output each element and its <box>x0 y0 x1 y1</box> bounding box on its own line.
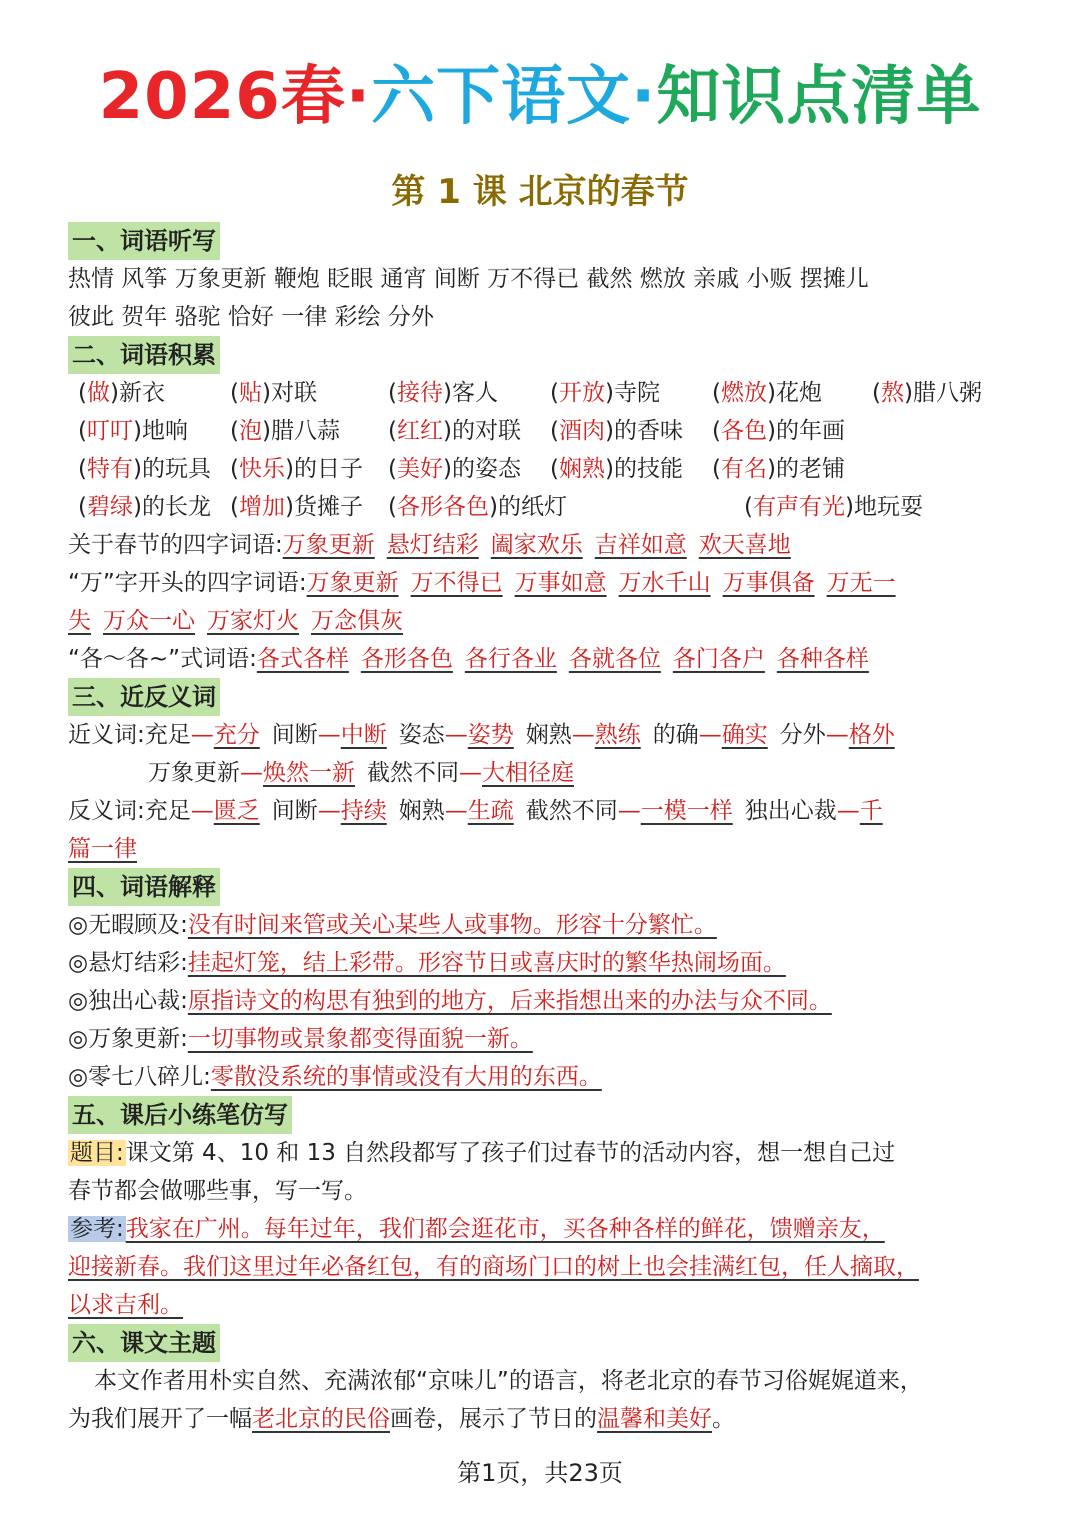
antonym-pair-answer: 匮乏 <box>213 798 260 824</box>
phrase-answer: 有声有光 <box>752 494 845 520</box>
wan-label: “万”字开头的四字词语: <box>68 570 307 596</box>
antonym-pair-dash: — <box>317 798 341 824</box>
synonym-pair <box>145 716 260 754</box>
phrase-paren-close: ) <box>766 456 776 482</box>
four-char-word: 阖家欢乐 <box>490 532 583 558</box>
synonym-pair <box>148 754 355 792</box>
phrase-paren-open: ( <box>712 380 721 406</box>
phrase-paren-open: ( <box>712 456 721 482</box>
lesson-title: 第 1 课 北京的春节 <box>391 172 689 212</box>
theme-text-1: 本文作者用朴实自然、充满浓郁“京味儿”的语言，将老北京的春节习俗娓娓道来， <box>94 1368 923 1394</box>
phrase-paren-open: ( <box>388 494 397 520</box>
phrase-paren-open: ( <box>388 456 397 482</box>
antonym-pair <box>399 792 514 830</box>
synonym-pair <box>367 754 574 792</box>
ge-word: 各种各样 <box>776 646 869 672</box>
phrase-text: 的纸灯 <box>497 494 567 520</box>
page-title <box>0 52 1080 142</box>
phrase-grid <box>68 374 1018 526</box>
phrase-paren-open: ( <box>388 380 397 406</box>
synonym-pair-word: 姿态 <box>398 722 445 748</box>
phrase-paren-close: ) <box>766 418 776 444</box>
four-char-label: 关于春节的四字词语: <box>68 532 283 558</box>
phrase-answer: 熬 <box>880 380 904 406</box>
phrase-answer: 做 <box>86 380 110 406</box>
phrase-text: 的玩具 <box>141 456 211 482</box>
phrase-cell <box>388 450 521 488</box>
synonym-pair-answer: 确实 <box>721 722 768 748</box>
definition-text: 没有时间来管或关心某些人或事物。形容十分繁忙。 <box>187 912 717 938</box>
phrase-answer: 娴熟 <box>558 456 605 482</box>
theme-highlight-1: 老北京的民俗 <box>252 1406 390 1432</box>
phrase-paren-open: ( <box>550 456 559 482</box>
synonym-pair-dash: — <box>317 722 341 748</box>
synonym-pair-dash: — <box>698 722 722 748</box>
phrase-cell <box>550 450 683 488</box>
antonym-row-1 <box>68 792 1018 830</box>
phrase-answer: 燃放 <box>720 380 767 406</box>
definition-term: ◎万象更新: <box>68 1026 188 1052</box>
phrase-row <box>68 374 1018 412</box>
phrase-paren-close: ) <box>604 418 614 444</box>
synonym-pair-answer: 熟练 <box>594 722 641 748</box>
four-char-row <box>68 526 1018 564</box>
phrase-paren-open: ( <box>78 380 87 406</box>
page-footer: 第1页，共23页 <box>457 1459 623 1487</box>
antonym-dash: — <box>836 798 860 824</box>
synonym-pair-word: 分外 <box>779 722 826 748</box>
phrase-paren-close: ) <box>442 456 452 482</box>
section-heading-accumulation: 二、词语积累 <box>68 336 220 374</box>
title-part-list: 知识点清单 <box>656 60 982 134</box>
four-char-word: 欢天喜地 <box>698 532 791 558</box>
wan-word: 万家灯火 <box>207 608 299 634</box>
phrase-cell <box>78 488 211 526</box>
phrase-paren-open: ( <box>78 456 87 482</box>
antonym-pair-word: 间断 <box>271 798 318 824</box>
phrase-paren-close: ) <box>261 418 271 444</box>
synonym-pair <box>272 716 387 754</box>
phrase-paren-close: ) <box>284 456 294 482</box>
phrase-text: 客人 <box>451 380 498 406</box>
phrase-cell <box>78 412 188 450</box>
phrase-text: 的姿态 <box>451 456 521 482</box>
phrase-cell <box>550 412 683 450</box>
phrase-text: 的日子 <box>293 456 363 482</box>
phrase-cell <box>744 488 923 526</box>
definition-item <box>68 944 1018 982</box>
section-heading-theme: 六、课文主题 <box>68 1324 220 1362</box>
ge-word: 各门各户 <box>672 646 765 672</box>
definition-term: ◎零七八碎儿: <box>68 1064 211 1090</box>
synonym-pair-dash: — <box>444 722 468 748</box>
phrase-cell <box>388 412 521 450</box>
theme-line-2 <box>68 1400 1018 1438</box>
antonym-row-2 <box>68 830 1018 868</box>
phrase-cell <box>712 412 845 450</box>
phrase-paren-open: ( <box>550 418 559 444</box>
synonym-pair-word: 娴熟 <box>525 722 572 748</box>
theme-text-2c: 画卷，展示了节日的 <box>390 1406 597 1432</box>
question-text-1: 课文第 4、10 和 13 自然段都写了孩子们过春节的活动内容，想一想自己过 <box>125 1140 896 1166</box>
synonym-pair-answer: 姿势 <box>467 722 514 748</box>
ge-label: “各～各~”式词语: <box>68 646 257 672</box>
antonym-pair-answer: 一模一样 <box>640 798 733 824</box>
phrase-answer: 特有 <box>86 456 133 482</box>
phrase-answer: 美好 <box>396 456 443 482</box>
synonym-label: 近义词: <box>68 722 145 748</box>
synonym-row-1 <box>68 716 1018 754</box>
definition-item <box>68 1020 1018 1058</box>
antonym-pair-answer: 持续 <box>340 798 387 824</box>
phrase-paren-open: ( <box>230 456 239 482</box>
phrase-text: 的香味 <box>613 418 683 444</box>
phrase-cell <box>230 412 340 450</box>
phrase-text: 对联 <box>270 380 317 406</box>
phrase-paren-close: ) <box>132 494 142 520</box>
phrase-answer: 酒肉 <box>558 418 605 444</box>
synonym-pairs-1 <box>145 722 907 748</box>
question-tag: 题目: <box>70 1140 124 1166</box>
phrase-paren-open: ( <box>712 418 721 444</box>
antonym-pair-dash: — <box>190 798 214 824</box>
wan-word: 万念俱灰 <box>311 608 403 634</box>
synonym-pair <box>780 716 895 754</box>
four-char-word: 吉祥如意 <box>594 532 687 558</box>
phrase-answer: 增加 <box>238 494 285 520</box>
synonym-pair-word: 万象更新 <box>148 760 240 786</box>
theme-text-2a: 为我们展开了一幅 <box>68 1406 252 1432</box>
phrase-paren-open: ( <box>550 380 559 406</box>
antonym-split-word: 独出心裁 <box>744 798 837 824</box>
phrase-answer: 各形各色 <box>396 494 489 520</box>
phrase-text: 货摊子 <box>293 494 363 520</box>
phrase-text: 腊八蒜 <box>270 418 340 444</box>
phrase-answer: 各色 <box>720 418 767 444</box>
antonym-pair-word: 娴熟 <box>398 798 445 824</box>
synonym-pair-answer: 格外 <box>848 722 895 748</box>
phrase-text: 腊八粥 <box>912 380 982 406</box>
phrase-text: 寺院 <box>613 380 660 406</box>
phrase-cell <box>230 488 363 526</box>
phrase-paren-close: ) <box>903 380 913 406</box>
antonym-pair-word: 截然不同 <box>525 798 618 824</box>
phrase-paren-close: ) <box>442 418 452 444</box>
phrase-text: 新衣 <box>118 380 165 406</box>
four-char-word: 万象更新 <box>282 532 375 558</box>
question-row-1 <box>68 1134 1018 1172</box>
definition-text: 一切事物或景象都变得面貌一新。 <box>187 1026 533 1052</box>
title-part-year: 2026春· <box>98 60 372 134</box>
dictation-line-1: 热情 风筝 万象更新 鞭炮 眨眼 通宵 间断 万不得已 截然 燃放 亲戚 小贩 摆摊儿 <box>68 266 869 292</box>
reference-text-1: 我家在广州。每年过年，我们都会逛花市，买各种各样的鲜花，馈赠亲友， <box>125 1216 885 1242</box>
phrase-text: 花炮 <box>775 380 822 406</box>
phrase-paren-open: ( <box>230 418 239 444</box>
phrase-paren-close: ) <box>604 456 614 482</box>
antonym-split-answer-b: 篇一律 <box>68 836 137 862</box>
reference-row-2 <box>68 1248 1018 1286</box>
wan-split-part-a: 万无一 <box>826 570 896 596</box>
phrase-answer: 贴 <box>238 380 262 406</box>
phrase-cell <box>872 374 982 412</box>
antonym-pair-answer: 生疏 <box>467 798 514 824</box>
synonym-pair-dash: — <box>459 760 482 786</box>
wan-row-2 <box>68 602 1018 640</box>
ge-word: 各形各色 <box>360 646 453 672</box>
phrase-paren-close: ) <box>604 380 614 406</box>
question-text-2: 春节都会做哪些事，写一写。 <box>68 1178 367 1204</box>
synonym-pair-dash: — <box>190 722 214 748</box>
definition-text: 原指诗文的构思有独到的地方，后来指想出来的办法与众不同。 <box>187 988 832 1014</box>
theme-highlight-2: 温馨和美好 <box>597 1406 712 1432</box>
phrase-paren-close: ) <box>844 494 854 520</box>
synonym-pair-answer: 大相径庭 <box>482 760 574 786</box>
antonym-pair <box>272 792 387 830</box>
wan-row-1 <box>68 564 1018 602</box>
phrase-answer: 开放 <box>558 380 605 406</box>
antonym-label: 反义词: <box>68 798 145 824</box>
antonym-split-answer-a: 千 <box>859 798 883 824</box>
definition-term: ◎独出心裁: <box>68 988 188 1014</box>
phrase-row <box>68 488 1018 526</box>
synonym-pair-dash: — <box>571 722 595 748</box>
synonym-pair-answer: 中断 <box>340 722 387 748</box>
four-char-words <box>283 532 803 558</box>
definition-text: 零散没系统的事情或没有大用的东西。 <box>210 1064 602 1090</box>
synonym-pair-word: 截然不同 <box>367 760 459 786</box>
definition-term: ◎无暇顾及: <box>68 912 188 938</box>
wan-words-line1 <box>307 570 827 596</box>
phrase-paren-close: ) <box>488 494 498 520</box>
synonym-pair-answer: 焕然一新 <box>263 760 355 786</box>
phrase-paren-open: ( <box>388 418 397 444</box>
antonym-pairs-1 <box>145 798 745 824</box>
phrase-cell <box>712 374 822 412</box>
antonym-pair-word: 充足 <box>144 798 191 824</box>
phrase-paren-open: ( <box>78 418 87 444</box>
antonym-pair <box>145 792 260 830</box>
definition-list <box>68 906 1018 1096</box>
ge-row <box>68 640 1018 678</box>
phrase-text: 的技能 <box>613 456 683 482</box>
dictation-line-2: 彼此 贺年 骆驼 恰好 一律 彩绘 分外 <box>68 304 434 330</box>
phrase-cell <box>712 450 845 488</box>
four-char-word: 悬灯结彩 <box>386 532 479 558</box>
wan-words-line2 <box>103 608 415 634</box>
phrase-paren-close: ) <box>284 494 294 520</box>
wan-word: 万事俱备 <box>722 570 815 596</box>
definition-item <box>68 1058 1018 1096</box>
wan-word: 万众一心 <box>103 608 195 634</box>
section-heading-dictation: 一、词语听写 <box>68 222 220 260</box>
reference-row-3 <box>68 1286 1018 1324</box>
phrase-paren-close: ) <box>132 418 142 444</box>
antonym-pair-dash: — <box>444 798 468 824</box>
phrase-paren-close: ) <box>261 380 271 406</box>
synonym-pair <box>399 716 514 754</box>
antonym-pair-dash: — <box>617 798 641 824</box>
phrase-answer: 接待 <box>396 380 443 406</box>
phrase-paren-open: ( <box>230 494 239 520</box>
definition-text: 挂起灯笼，结上彩带。形容节日或喜庆时的繁华热闹场面。 <box>187 950 786 976</box>
ge-word: 各就各位 <box>568 646 661 672</box>
phrase-row <box>68 412 1018 450</box>
phrase-cell <box>230 374 317 412</box>
ge-word: 各式各样 <box>256 646 349 672</box>
phrase-text: 的年画 <box>775 418 845 444</box>
synonym-row-2 <box>68 754 1018 792</box>
phrase-text: 的老铺 <box>775 456 845 482</box>
section-heading-definitions: 四、词语解释 <box>68 868 220 906</box>
phrase-cell <box>550 374 660 412</box>
synonym-pair <box>526 716 641 754</box>
synonym-pair-dash: — <box>825 722 849 748</box>
ge-words <box>257 646 881 672</box>
wan-word: 万象更新 <box>306 570 399 596</box>
phrase-paren-open: ( <box>78 494 87 520</box>
definition-term: ◎悬灯结彩: <box>68 950 188 976</box>
phrase-answer: 快乐 <box>238 456 285 482</box>
phrase-text: 地玩耍 <box>853 494 923 520</box>
theme-line-1 <box>68 1362 1018 1400</box>
synonym-pairs-2 <box>148 760 586 786</box>
content <box>68 222 1018 1438</box>
synonym-pair-word: 的确 <box>652 722 699 748</box>
phrase-paren-open: ( <box>744 494 753 520</box>
phrase-cell <box>78 374 165 412</box>
theme-text-2e: 。 <box>712 1406 735 1432</box>
phrase-paren-close: ) <box>132 456 142 482</box>
phrase-cell <box>230 450 363 488</box>
synonym-pair-word: 间断 <box>271 722 318 748</box>
synonym-pair-word: 充足 <box>144 722 191 748</box>
phrase-cell <box>388 488 567 526</box>
reference-text-2: 迎接新春。我们这里过年必备红包，有的商场门口的树上也会挂满红包，任人摘取， <box>68 1254 919 1280</box>
reference-row-1 <box>68 1210 1018 1248</box>
wan-word: 万水千山 <box>618 570 711 596</box>
ge-word: 各行各业 <box>464 646 557 672</box>
phrase-paren-close: ) <box>766 380 776 406</box>
phrase-paren-close: ) <box>109 380 119 406</box>
definition-item <box>68 982 1018 1020</box>
phrase-cell <box>388 374 498 412</box>
section-heading-synonyms: 三、近反义词 <box>68 678 220 716</box>
phrase-answer: 有名 <box>720 456 767 482</box>
antonym-pair <box>526 792 733 830</box>
phrase-paren-close: ) <box>442 380 452 406</box>
phrase-text: 的对联 <box>451 418 521 444</box>
phrase-answer: 泡 <box>238 418 262 444</box>
phrase-answer: 叮叮 <box>86 418 133 444</box>
reference-text-3: 以求吉利。 <box>68 1292 183 1318</box>
phrase-text: 地响 <box>141 418 188 444</box>
phrase-cell <box>78 450 211 488</box>
synonym-pair-dash: — <box>240 760 263 786</box>
wan-split-part-b: 失 <box>68 608 91 634</box>
phrase-paren-open: ( <box>230 380 239 406</box>
wan-word: 万不得已 <box>410 570 503 596</box>
section-heading-writing: 五、课后小练笔仿写 <box>68 1096 292 1134</box>
synonym-pair <box>653 716 768 754</box>
phrase-answer: 碧绿 <box>86 494 133 520</box>
phrase-paren-open: ( <box>872 380 881 406</box>
title-part-grade: 六下语文· <box>371 60 657 134</box>
definition-item <box>68 906 1018 944</box>
phrase-text: 的长龙 <box>141 494 211 520</box>
synonym-pair-answer: 充分 <box>213 722 260 748</box>
reference-tag: 参考: <box>70 1216 124 1242</box>
phrase-answer: 红红 <box>396 418 443 444</box>
wan-word: 万事如意 <box>514 570 607 596</box>
phrase-row <box>68 450 1018 488</box>
